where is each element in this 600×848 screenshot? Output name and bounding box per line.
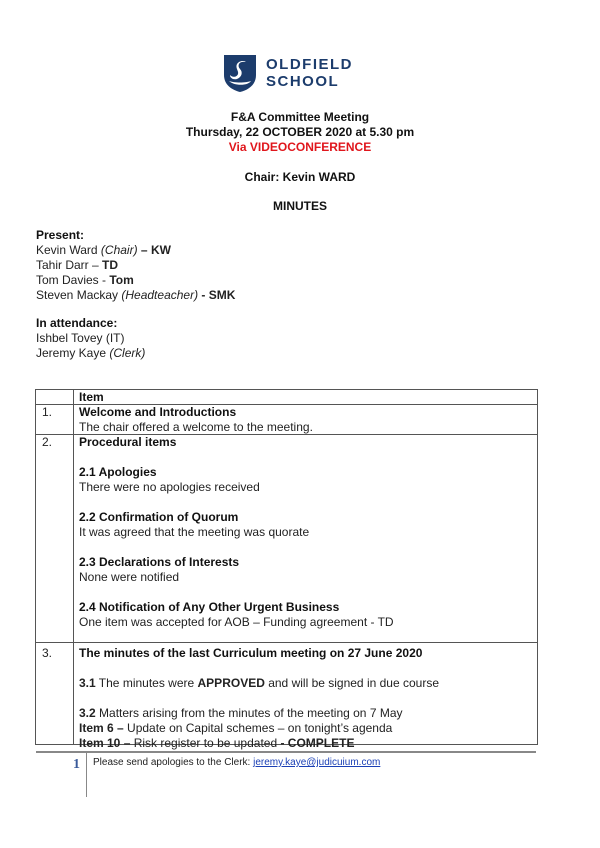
attendee-row: Jeremy Kaye (Clerk) — [36, 346, 146, 360]
attendee-row: Steven Mackay (Headteacher) - SMK — [36, 288, 236, 302]
table-row: The minutes of the last Curriculum meeting on 27 June 2020 3.1 The minutes were APPROVED and will be signed in due course 3.2 Matters arising from the minutes of the meeting on 7 May Item 6 – Update on Capital schemes – on tonight’s agenda Item 10 – Risk register to be updated - COMPLETE — [79, 646, 439, 750]
attendee-row: Ishbel Tovey (IT) — [36, 331, 125, 345]
attendee-row: Tahir Darr – TD — [36, 258, 119, 272]
logo-wordmark: OLDFIELD SCHOOL — [266, 56, 353, 90]
row-number: 1. — [42, 405, 53, 419]
meeting-venue: Via VIDEOCONFERENCE — [228, 140, 372, 154]
table-row: Welcome and Introductions The chair offered a welcome to the meeting. — [79, 405, 313, 434]
footnote-text: Please send apologies to the Clerk: jeremy.kaye@judicuium.com — [93, 757, 381, 768]
meeting-title: F&A Committee Meeting — [230, 110, 370, 124]
school-logo — [222, 52, 353, 94]
attendee-row: Tom Davies - Tom — [36, 273, 134, 287]
row-number: 3. — [42, 646, 53, 660]
clerk-email-link[interactable]: jeremy.kaye@judicuium.com — [253, 757, 381, 768]
row-number: 2. — [42, 435, 53, 449]
meeting-chair: Chair: Kevin WARD — [244, 170, 356, 184]
meeting-date: Thursday, 22 OCTOBER 2020 at 5.30 pm — [185, 125, 415, 139]
swan-shield-icon — [222, 53, 258, 93]
attendance-heading: In attendance: — [36, 316, 118, 330]
agenda-table — [35, 389, 538, 750]
attendee-row: Kevin Ward (Chair) – KW — [36, 243, 171, 257]
present-heading: Present: — [36, 228, 85, 242]
table-header-item: Item — [79, 390, 104, 404]
attendance-section — [36, 316, 145, 361]
footnote-number: 1 — [73, 757, 80, 772]
table-row: Procedural items 2.1 Apologies There were no apologies received 2.2 Confirmation of Quorum It was agreed that the meeting was quorate 2.3 Declarations of Interests None were notified 2.4 Notification of Any Other Urgent Business One item was accepted for AOB – Funding agreement - TD — [79, 435, 394, 629]
minutes-heading: MINUTES — [273, 199, 327, 213]
footnote-separator — [36, 751, 536, 753]
present-section — [36, 228, 235, 303]
